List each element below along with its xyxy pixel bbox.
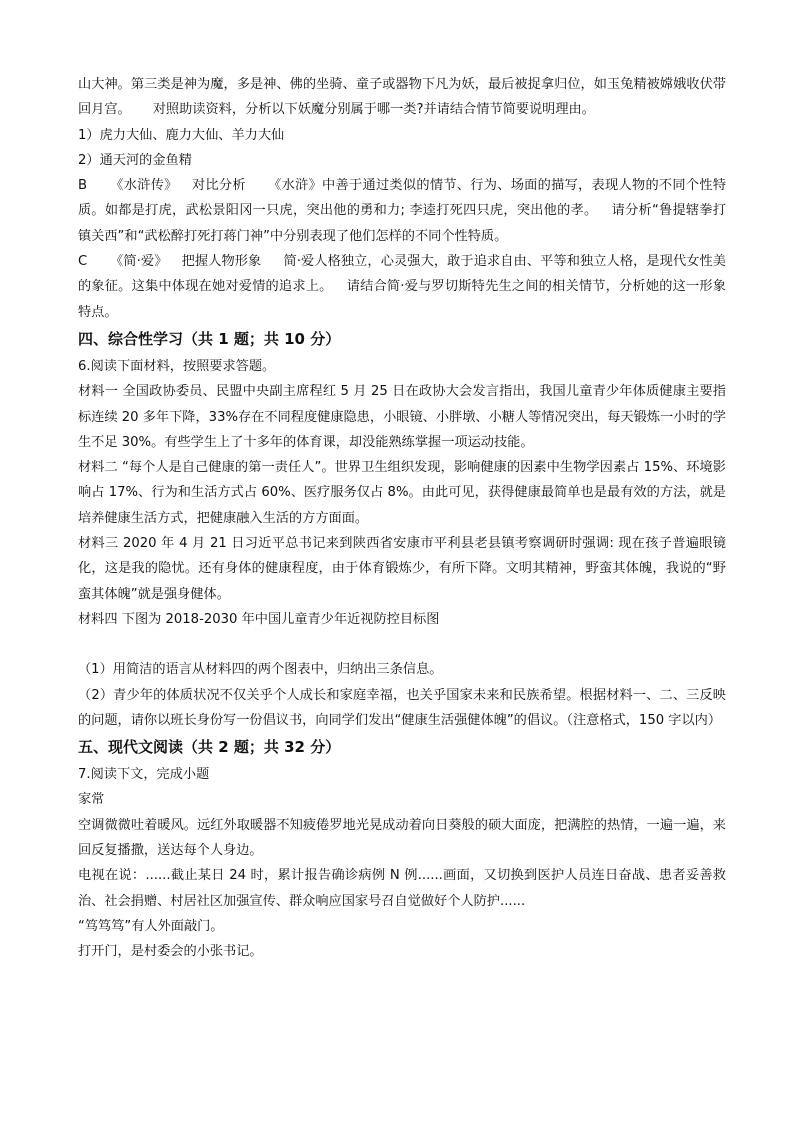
- item-c-text: 简·爱人格独立，心灵强大，敢于追求自由、平等和独立人格，是现代女性美的象征。这集中体现在她对爱情的追求上。: [78, 254, 726, 295]
- article-paragraph: 电视在说：......截止某日 24 时，累计报告确诊病例 N 例......画面，又切换到医护人员连日奋战、患者妥善救治、社会捐赠、村居社区加强宣传、群众响应国家号召自觉做好个人防护......: [78, 868, 726, 909]
- article-paragraph: 打开门，是村委会的小张书记。: [78, 944, 263, 960]
- item-b-label: B: [78, 178, 88, 194]
- sub-question: （2）青少年的体质状况不仅关乎个人成长和家庭幸福，也关乎国家未来和民族希望。根据材料一、二、三反映的问题，请你以班长身份写一份倡议书，向同学们发出“健康生活强健体魄”的倡议。（注意格式，150 字以内）: [78, 687, 726, 728]
- sub-question: （1）用简洁的语言从材料四的两个图表中，归纳出三条信息。: [78, 662, 443, 678]
- material-two: 材料二 “每个人是自己健康的第一责任人”。世界卫生组织发现，影响健康的因素中生物学因素占 15%、环境影响占 17%、行为和生活方式占 60%、医疗服务仅占 8%。由此可见，获得健康最简单也是最有效的方法，就是培养健康生活方式，把健康融入生活的方方面面。: [78, 460, 726, 526]
- item-c-method: 把握人物形象: [181, 254, 262, 270]
- item-b-book: 《水浒传》: [110, 178, 178, 194]
- figure-placeholder: [78, 632, 726, 657]
- reading-guide-paragraph: [78, 72, 726, 123]
- item-c-paragraph: [78, 249, 726, 325]
- item-c-question: 请结合简·爱与罗切斯特先生之间的相关情节，分析她的这一形象特点。: [78, 279, 726, 320]
- reading-guide-question: 对照助读资料，分析以下妖魔分别属于哪一类?并请结合情节简要说明理由。: [152, 102, 595, 118]
- material-three: 材料三 2020 年 4 月 21 日习近平总书记来到陕西省安康市平利县老县镇考察调研时强调: 现在孩子普遍眼镜化，这是我的隐忧。还有身体的健康程度，由于体育锻炼少，有所下降。文明其精神，野蛮其体魄，我说的“野蛮其体魄”就是强身健体。: [78, 536, 726, 602]
- item-b-method: 对比分析: [191, 178, 246, 194]
- item-b-question: 请分析“鲁提辖拳打镇关西”和“武松醉打死打蒋门神”中分别表现了他们怎样的不同个性特质。: [78, 203, 726, 244]
- material-one: 材料一 全国政协委员、民盟中央副主席程红 5 月 25 日在政协大会发言指出，我国儿童青少年体质健康主要指标连续 20 多年下降，33%存在不同程度健康隐患，小眼镜、小胖墩、小糖人等情况突出，每天锻炼一小时的学生不足 30%。有些学生上了十多年的体育课，却没能熟练掌握一项运动技能。: [78, 384, 726, 450]
- question-stem: 7.阅读下文，完成小题: [78, 767, 210, 783]
- article-title: 家常: [78, 792, 105, 808]
- reading-guide-text: 山大神。第三类是神为魔，多是神、佛的坐骑、童子或器物下凡为妖，最后被捉拿归位，如玉兔精被嫦娥收伏带回月宫。: [78, 77, 726, 118]
- list-item: 1）虎力大仙、鹿力大仙、羊力大仙: [78, 127, 285, 143]
- document-page: [78, 0, 726, 965]
- article-paragraph: “笃笃笃”有人外面敲门。: [78, 918, 224, 934]
- item-c-book: 《简·爱》: [110, 254, 168, 270]
- section-heading: 四、综合性学习（共 1 题；共 10 分）: [78, 329, 341, 348]
- item-c-label: C: [78, 254, 88, 270]
- article-paragraph: 空调微微吐着暖风。远红外取暖器不知疲倦罗地光晃成动着向日葵般的硕大面庞，把满腔的热情，一遍一遍，来回反复播撒，送达每个人身边。: [78, 817, 726, 859]
- list-item: 2）通天河的金鱼精: [78, 152, 192, 168]
- item-b-paragraph: [78, 173, 726, 249]
- section-heading: 五、现代文阅读（共 2 题；共 32 分）: [78, 738, 341, 757]
- item-b-text: 《水浒》中善于通过类似的情节、行为、场面的描写，表现人物的不同个性特质。如都是打虎，武松景阳冈一只虎，突出他的勇和力; 李逵打死四只虎，突出他的孝。: [78, 178, 727, 219]
- material-four: 材料四 下图为 2018-2030 年中国儿童青少年近视防控目标图: [78, 611, 440, 627]
- question-stem: 6.阅读下面材料，按照要求答题。: [78, 358, 276, 374]
